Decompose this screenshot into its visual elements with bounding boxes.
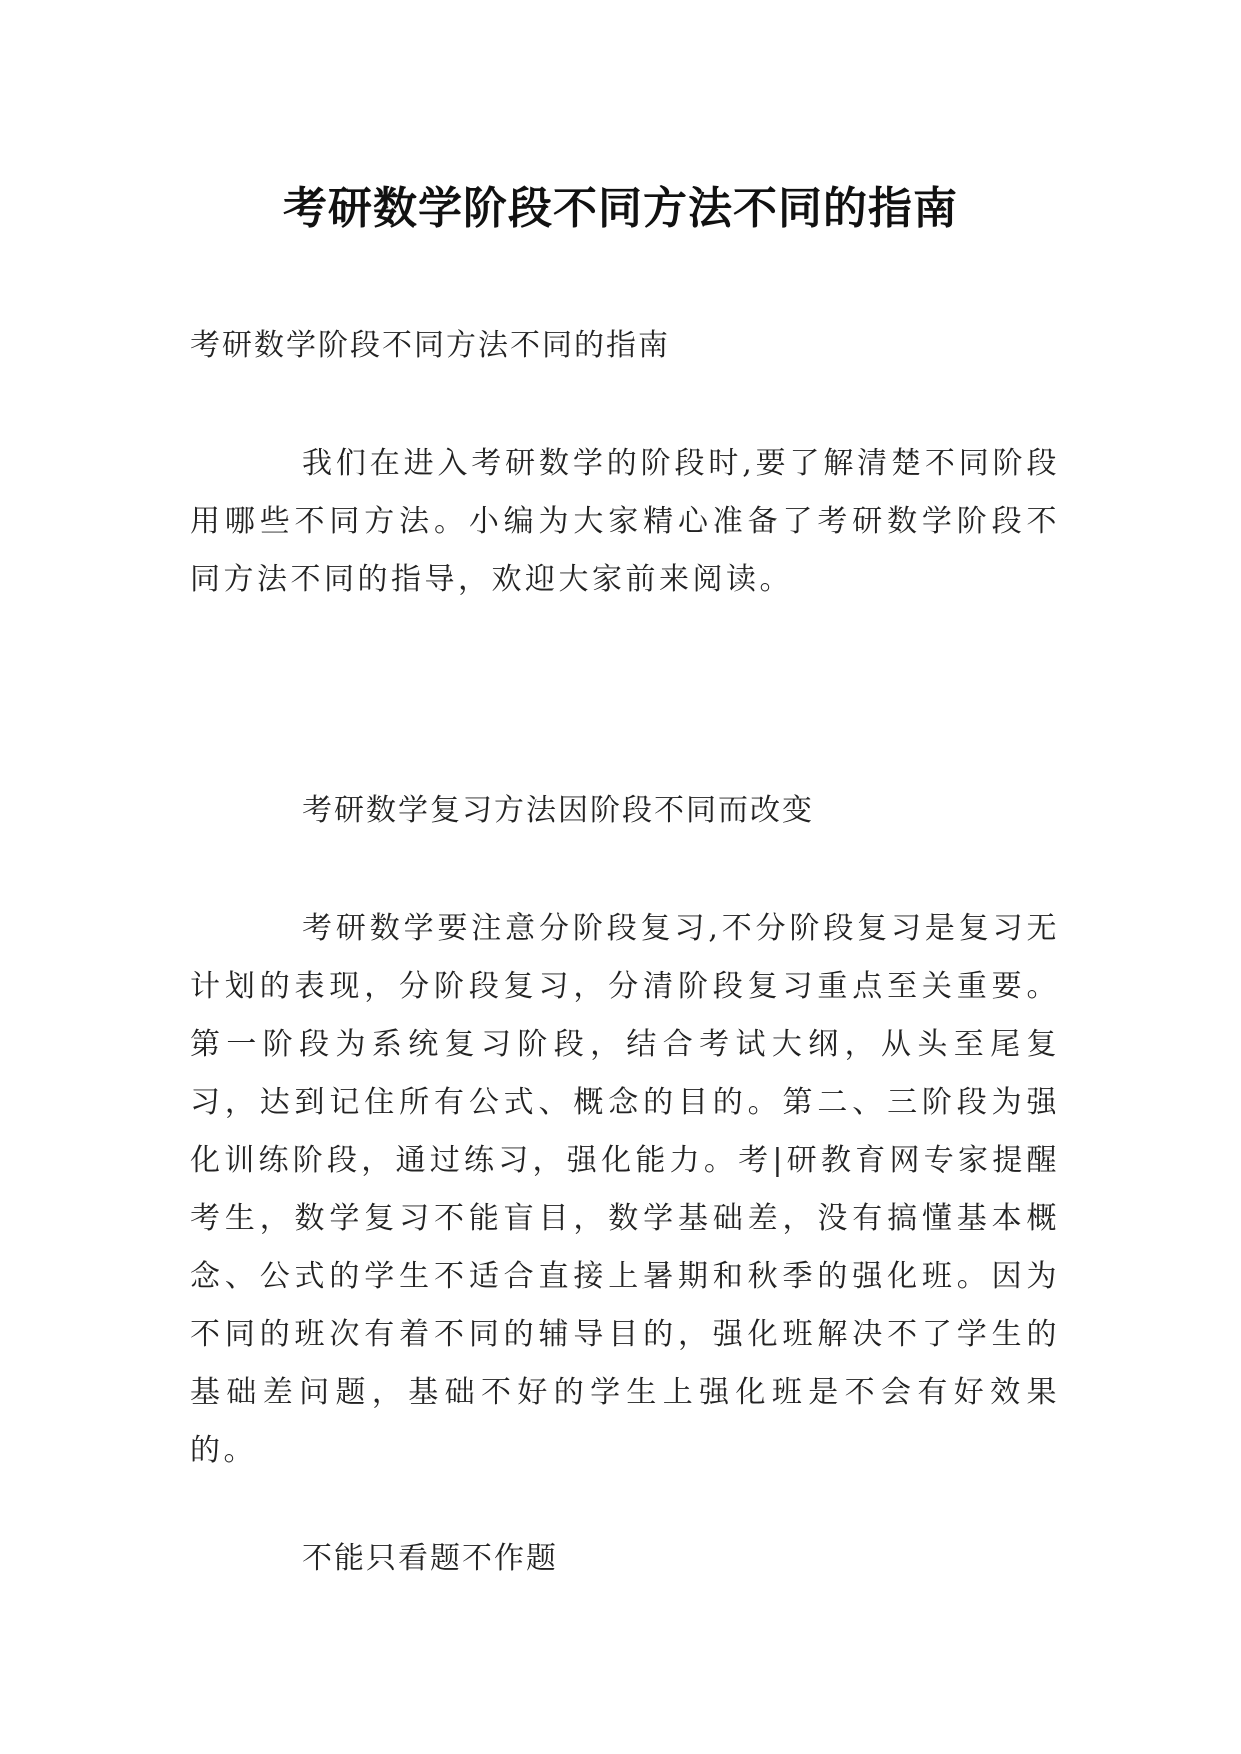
section-body-review-method: 考研数学要注意分阶段复习,不分阶段复习是复习无计划的表现，分阶段复习，分清阶段复习重点至关重要。第一阶段为系统复习阶段，结合考试大纲，从头至尾复习，达到记住所有公式、概念的目的。第二、三阶段为强化训练阶段，通过练习，强化能力。考|研教育网专家提醒考生，数学复习不能盲目，数学基础差，没有搞懂基本概念、公式的学生不适合直接上暑期和秋季的强化班。因为不同的班次有着不同的辅导目的，强化班解决不了学生的基础差问题，基础不好的学生上强化班是不会有好效果的。 bbox=[190, 911, 1060, 1468]
section-heading-practice: 不能只看题不作题 bbox=[302, 1541, 558, 1576]
intro-paragraph: 我们在进入考研数学的阶段时,要了解清楚不同阶段用哪些不同方法。小编为大家精心准备了考研数学阶段不同方法不同的指导，欢迎大家前来阅读。 bbox=[190, 446, 1060, 597]
document-subtitle: 考研数学阶段不同方法不同的指南 bbox=[190, 328, 670, 363]
document-title: 考研数学阶段不同方法不同的指南 bbox=[283, 183, 958, 235]
section-heading-review-method: 考研数学复习方法因阶段不同而改变 bbox=[302, 793, 814, 828]
